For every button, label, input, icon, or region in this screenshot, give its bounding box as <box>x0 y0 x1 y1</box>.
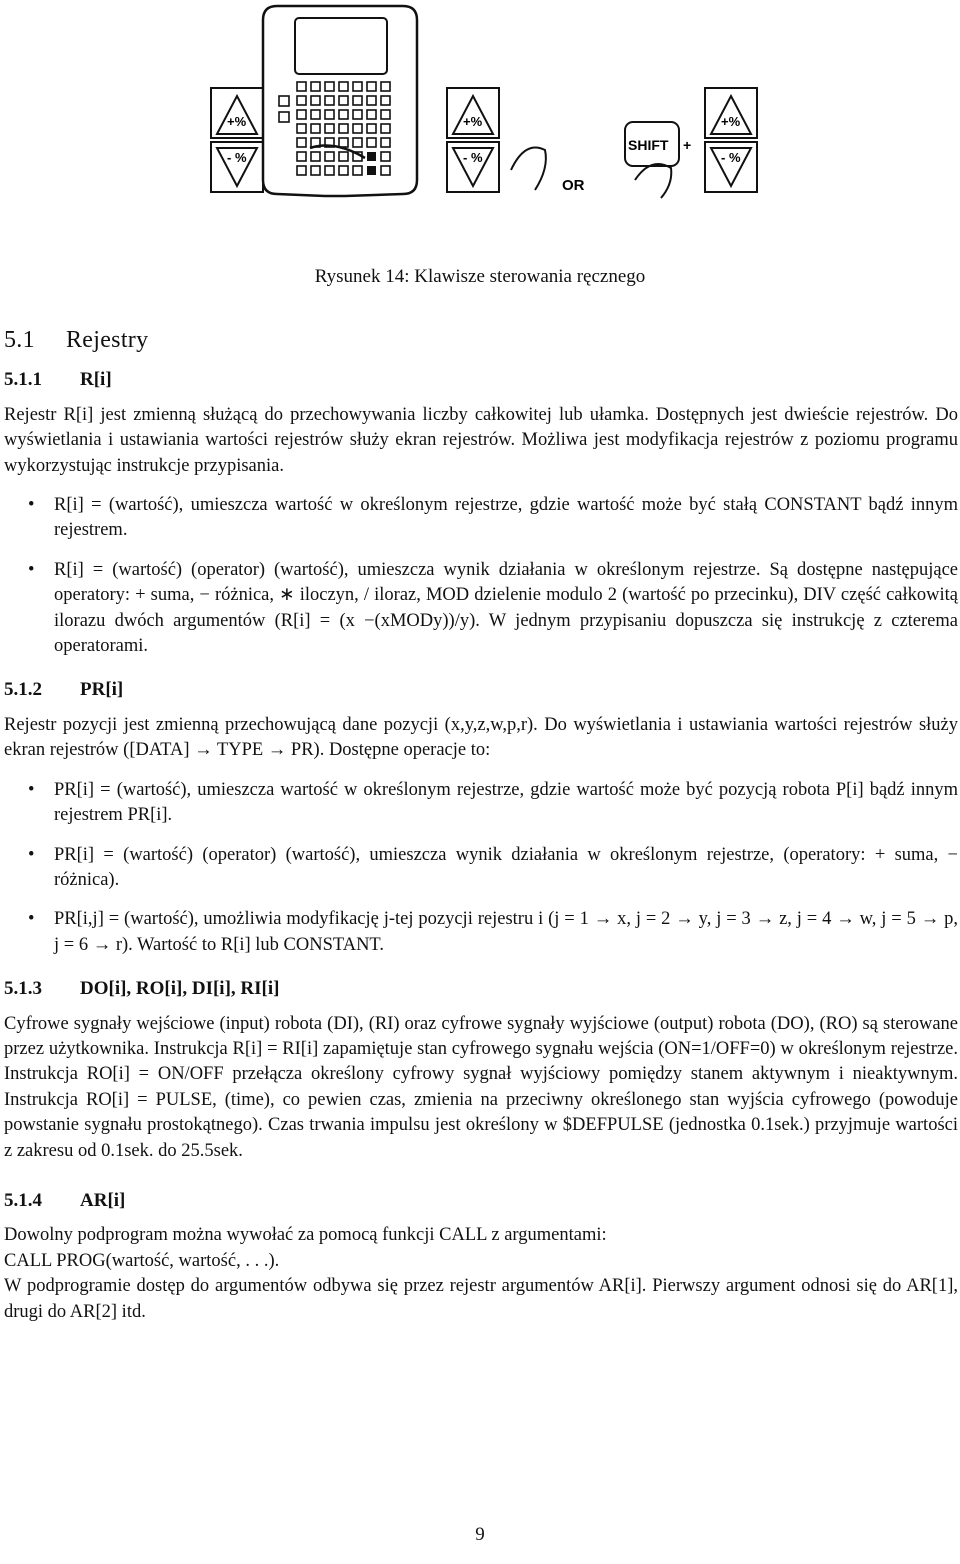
paragraph: Rejestr pozycji jest zmienną przechowującą dane pozycji (x,y,z,w,p,r). Do wyświetlania i ustawiania wartości rejestrów służy ekran rejestrów ([DATA] → TYPE → PR). Dostępne operacje to: <box>4 714 958 761</box>
figure-jog-keys <box>205 0 765 200</box>
middle-key-pair <box>447 88 546 192</box>
subsection-number: 5.1.2 <box>4 679 42 701</box>
paragraph-line: Dowolny podprogram można wywołać za pomocą funkcji CALL z argumentami: <box>4 1225 607 1246</box>
plus-sign-label: + <box>683 137 692 153</box>
shift-key <box>625 122 691 166</box>
plus-percent-label: +% <box>227 114 247 129</box>
section-number: 5.1 <box>4 327 35 353</box>
bullet-list <box>4 778 958 958</box>
plus-percent-label: +% <box>721 114 741 129</box>
subsection-number: 5.1.3 <box>4 978 42 1000</box>
minus-percent-label: - % <box>227 150 247 165</box>
subsection-heading <box>4 367 958 392</box>
subsection-title: PR[i] <box>80 679 124 701</box>
list-item: • R[i] = (wartość) (operator) (wartość), umieszcza wynik działania w określonym rejestrze. Są dostępne następujące operatory: + suma, − różnica, ∗ iloczyn, / iloraz, MOD dzielenie modulo 2 (wartość po przecinku), DIV część całkowitą ilorazu dwóch argumentów (R[i] = (x −(xMODy))/y). W jednym przypisaniu dopuszcza się instrukcję z czterema operatorami. <box>4 558 958 660</box>
subsection-title: DO[i], RO[i], DI[i], RI[i] <box>80 978 280 1000</box>
minus-percent-label: - % <box>721 150 741 165</box>
subsection-title: R[i] <box>80 369 112 391</box>
paragraph: Cyfrowe sygnały wejściowe (input) robota (DI), (RI) oraz cyfrowe sygnały wyjściowe (output) robota (DO), (RO) są sterowane przez użytkownika. Instrukcja R[i] = RI[i] zapamiętuje stan cyfrowego sygnału wejścia (ON=1/OFF=0) w określonym rejestrze. Instrukcja RO[i] = ON/OFF przełącza określony cyfrowy sygnał wyjściowy pomiędzy stanem aktywnym i nieaktywnym. Instrukcja RO[i] = PULSE, (time), co pewien czas, zmienia na przeciwny określonego stan wyjścia cyfrowego (powoduje powstanie sygnału prostokątnego). Czas trwania impulsu jest określony w $DEFPULSE (jednostka 0.1sek.) przyjmuje wartości z zakresu od 0.1sek. do 25.5sek. <box>4 1013 958 1161</box>
section-heading <box>4 328 958 353</box>
main-content <box>4 328 958 1325</box>
subsection-number: 5.1.1 <box>4 369 42 391</box>
teach-pendant-icon <box>263 6 417 196</box>
section-title: Rejestry <box>66 327 149 353</box>
subsection-title: AR[i] <box>80 1189 126 1211</box>
list-item: • PR[i] = (wartość), umieszcza wartość w określonym rejestrze, gdzie wartość może być pozycją robota P[i] bądź innym rejestrem PR[i]. <box>4 778 958 829</box>
subsection-number: 5.1.4 <box>4 1189 42 1211</box>
paragraph: Rejestr R[i] jest zmienną służącą do przechowywania liczby całkowitej lub ułamka. Dostępnych jest dwieście rejestrów. Do wyświetlania i ustawiania wartości rejestrów służy ekran rejestrów. Możliwa jest modyfikacja rejestrów z poziomu programu wykorzystując instrukcje przypisania. <box>4 404 958 476</box>
list-item: • PR[i] = (wartość) (operator) (wartość), umieszcza wynik działania w określonym rejestrze, (operatory: + suma, − różnica). <box>4 843 958 894</box>
list-item: • PR[i,j] = (wartość), umożliwia modyfikację j-tej pozycji rejestru i (j = 1 → x, j = 2 → y, j = 3 → z, j = 4 → w, j = 5 → p, j = 6 → r). Wartość to R[i] lub CONSTANT. <box>4 907 958 958</box>
subsection-heading <box>4 1188 958 1213</box>
minus-percent-label: - % <box>463 150 483 165</box>
plus-percent-label: +% <box>463 114 483 129</box>
bullet-list <box>4 493 958 659</box>
or-label: OR <box>562 177 585 194</box>
subsection-heading <box>4 976 958 1001</box>
paragraph-line: CALL PROG(wartość, wartość, . . .). <box>4 1250 280 1271</box>
figure-caption: Rysunek 14: Klawisze sterowania ręcznego <box>314 266 646 287</box>
subsection-heading <box>4 677 958 702</box>
page-number: 9 <box>475 1524 485 1545</box>
left-key-pair <box>211 88 263 192</box>
shift-label: SHIFT <box>628 137 669 153</box>
list-item: • R[i] = (wartość), umieszcza wartość w określonym rejestrze, gdzie wartość może być stałą CONSTANT bądź innym rejestrem. <box>4 493 958 544</box>
paragraph-line: W podprogramie dostęp do argumentów odbywa się przez rejestr argumentów AR[i]. Pierwszy argument odnosi się do AR[1], drugi do AR[2] itd. <box>4 1276 958 1322</box>
